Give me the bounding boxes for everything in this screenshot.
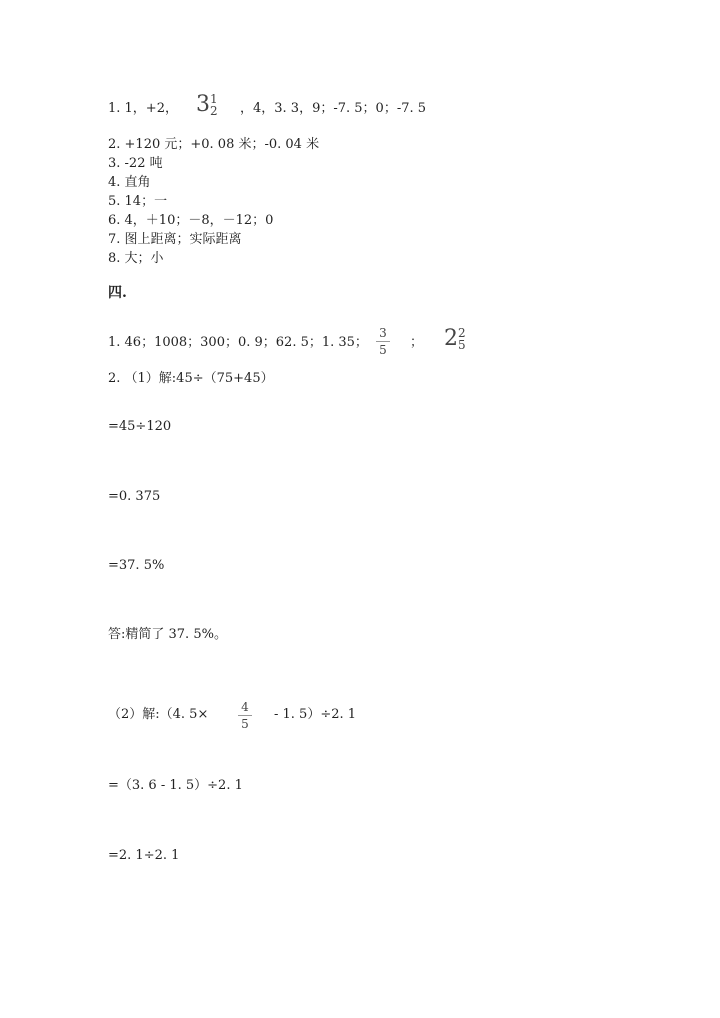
- mixed-numerator: 1: [210, 91, 218, 106]
- question-2-part-2-a: （2）解:（4. 5×: [108, 707, 209, 722]
- fraction-numerator: 3: [379, 326, 387, 340]
- fraction-bar: [376, 341, 390, 342]
- fraction-3-5: [376, 326, 390, 357]
- answer-line-6: 6. 4，＋10；－8，－12；0: [108, 213, 274, 228]
- fraction-denominator: 5: [379, 343, 387, 357]
- mixed-denominator: 5: [458, 337, 466, 352]
- answer-line-4: 4. 直角: [108, 175, 151, 190]
- answer-line-7: 7. 图上距离；实际距离: [108, 232, 242, 247]
- mixed-denominator: 2: [210, 103, 218, 118]
- fraction-bar: [238, 715, 252, 716]
- fraction-denominator: 5: [241, 717, 249, 731]
- step-1: =45÷120: [108, 419, 172, 434]
- fraction-numerator: 4: [241, 700, 249, 714]
- question-2-part-1: 2. （1）解:45÷（75+45）: [108, 371, 274, 386]
- answer-line-3: 3. -22 吨: [108, 156, 163, 171]
- question-2-part-2-b: - 1. 5）÷2. 1: [274, 707, 357, 722]
- mixed-whole: 2: [444, 326, 458, 351]
- step-5: =2. 1÷2. 1: [108, 848, 180, 863]
- mixed-number-2-2-5: [444, 326, 466, 351]
- fraction-4-5: [238, 700, 252, 731]
- answer-line-8: 8. 大；小: [108, 251, 164, 266]
- answer-1-part-a: 1. 1，+2，: [108, 101, 178, 116]
- answer-line-5: 5. 14；一: [108, 194, 168, 209]
- section-heading: 四.: [108, 285, 127, 301]
- answer-line-2: 2. +120 元；+0. 08 米；-0. 04 米: [108, 137, 320, 152]
- question-1-text: 1. 46；1008；300；0. 9；62. 5；1. 35；: [108, 335, 368, 350]
- mixed-whole: 3: [196, 92, 210, 117]
- answer-1-part-b: ，4，3. 3，9；-7. 5；0；-7. 5: [240, 101, 427, 116]
- question-1-separator: ；: [410, 335, 424, 350]
- answer-text: 答:精简了 37. 5%。: [108, 627, 227, 642]
- step-2: =0. 375: [108, 489, 161, 504]
- mixed-numerator: 2: [458, 325, 466, 340]
- step-4: =（3. 6 - 1. 5）÷2. 1: [108, 778, 243, 793]
- mixed-number-3-1-2: [196, 92, 218, 117]
- step-3: =37. 5%: [108, 558, 165, 573]
- answer-line-1: [108, 100, 178, 118]
